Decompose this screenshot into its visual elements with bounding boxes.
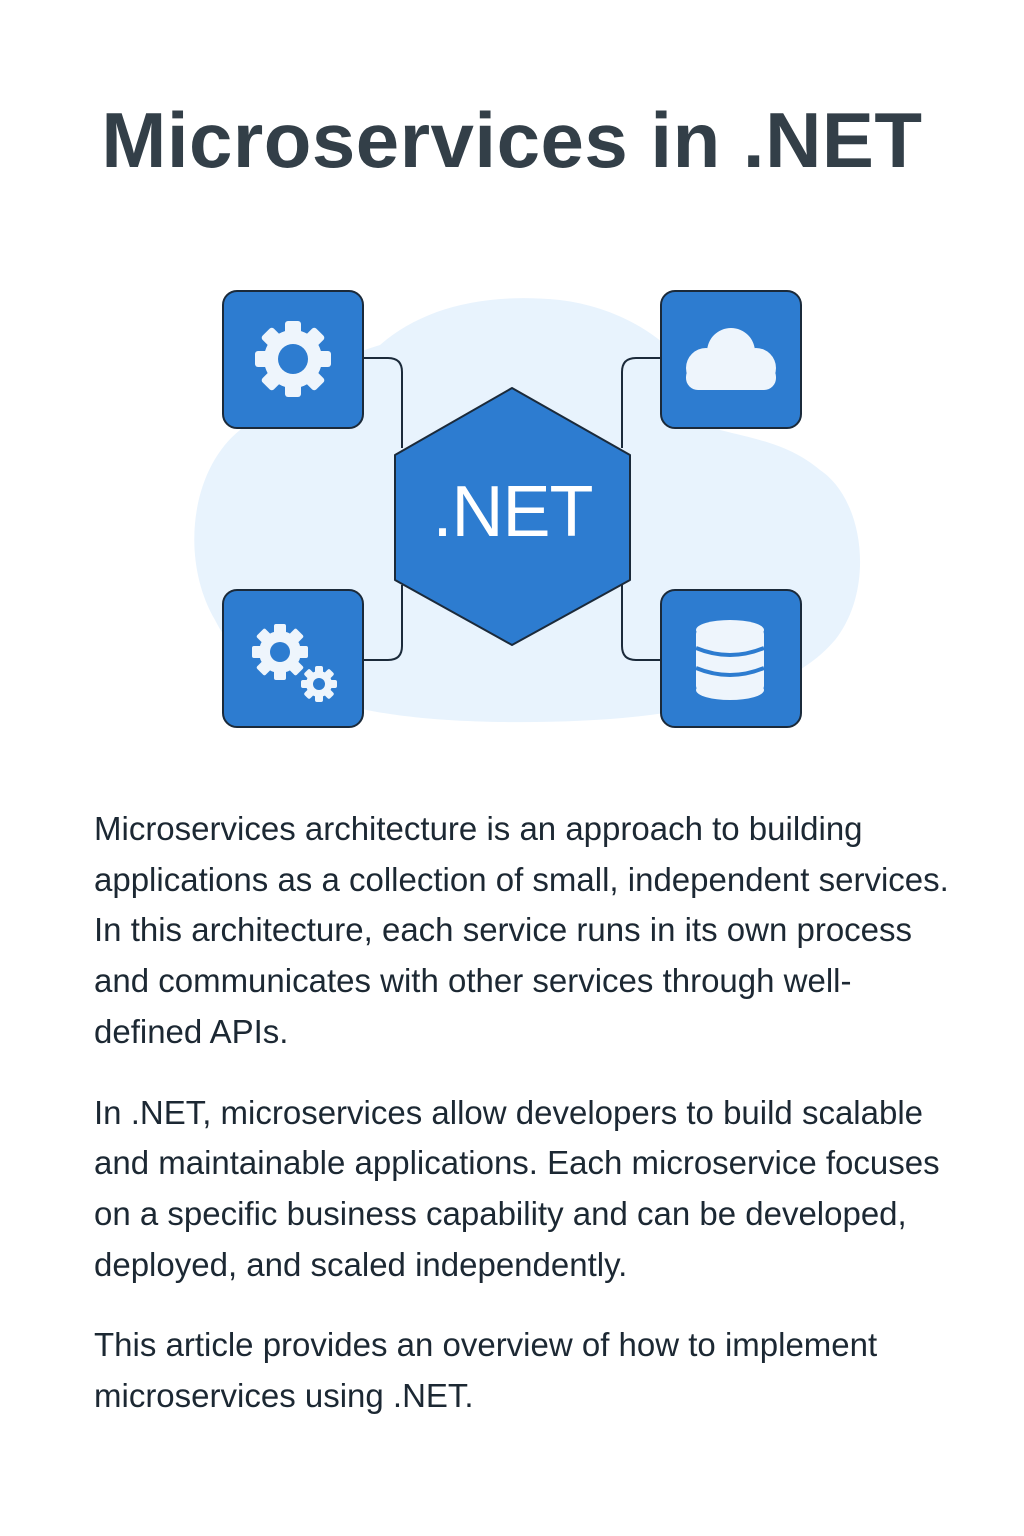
service-node-bottom-left [223,590,363,727]
article-paragraph: In .NET, microservices allow developers to build scalable and maintainable applications. Each microservice focuses on a specific business capability and can be developed, deployed, and scaled independently. [94,1093,940,1283]
gear-icon [255,321,331,397]
article-paragraph: Microservices architecture is an approach to building applications as a collection of small, independent services. In this architecture, each service runs in its own process and communicates with other services through well-defined APIs. [94,810,949,1050]
service-node-bottom-right [661,590,801,727]
article-paragraph: This article provides an overview of how to implement microservices using .NET. [94,1326,878,1415]
architecture-illustration [0,0,1024,760]
article-body [94,804,954,1452]
page-title: Microservices in .NET [101,96,923,184]
service-node-top-left [223,291,363,428]
service-node-top-right [661,291,801,428]
database-icon [696,620,764,700]
dotnet-label: .NET [432,472,593,552]
